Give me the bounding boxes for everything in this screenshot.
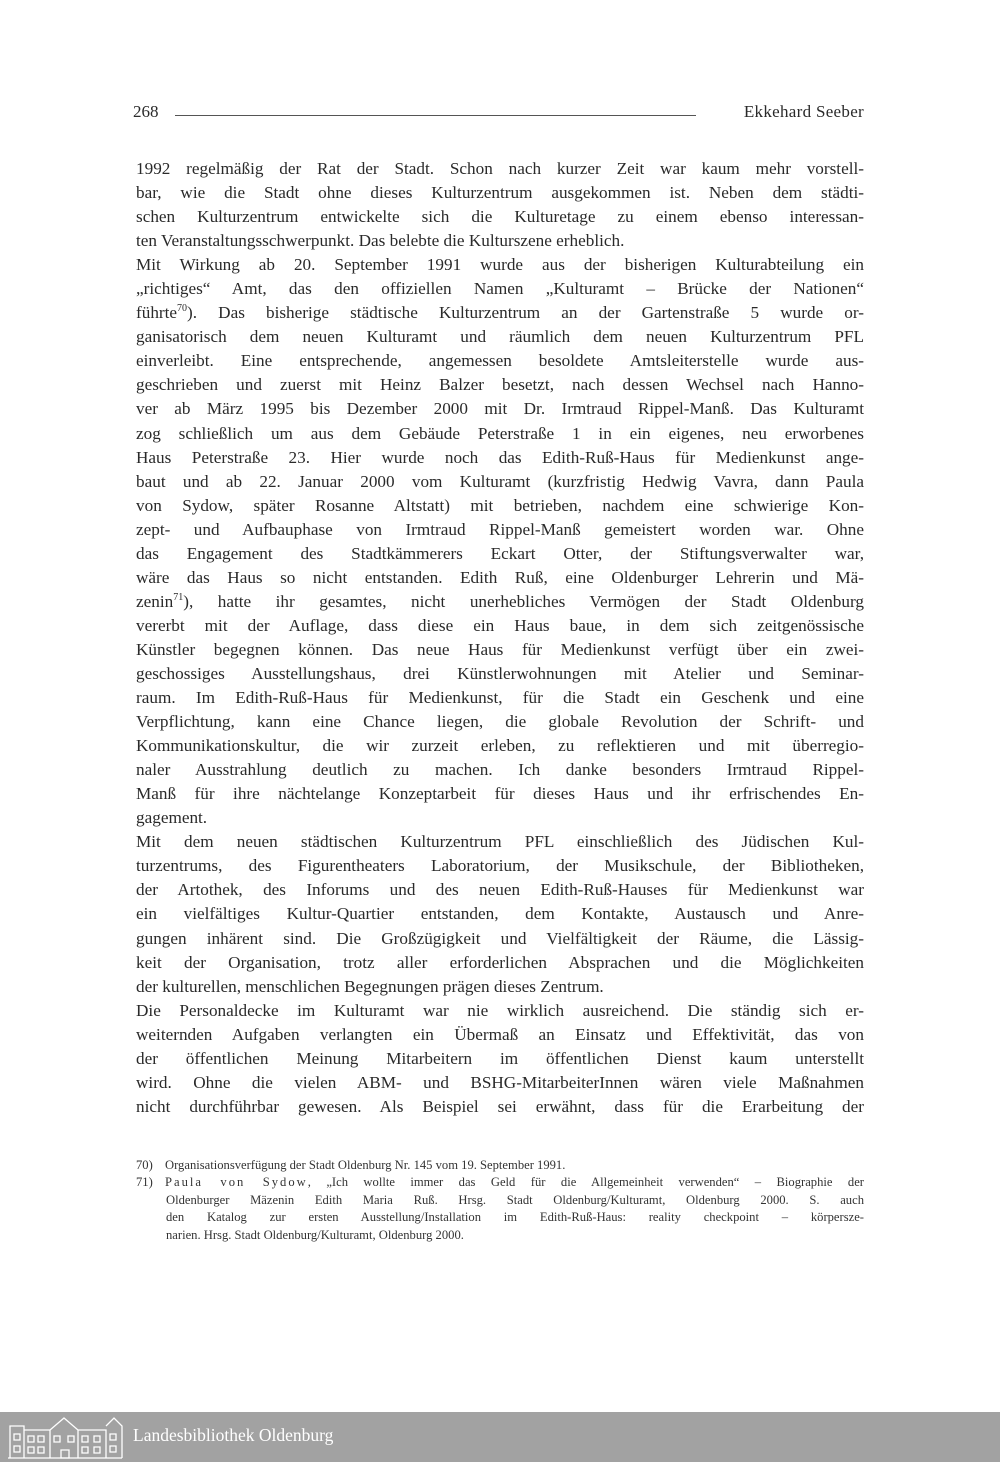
text-line xyxy=(136,373,864,397)
line-text: Manß für ihre nächtelange Konzeptarbeit für dieses Haus und ihr erfrischendes En- xyxy=(136,784,864,804)
line-text: geschossiges Ausstellungshaus, drei Künstlerwohnungen mit Atelier und Seminar- xyxy=(136,663,864,683)
line-text: ). Das bisherige städtische Kulturzentrum an der Gartenstraße 5 wurde or- xyxy=(187,303,864,323)
line-text: nicht durchführbar gewesen. Als Beispiel sei erwähnt, dass für die Erarbeitung der xyxy=(136,1096,864,1116)
text-line xyxy=(136,1095,864,1119)
line-text: gungen inhärent sind. Die Großzügigkeit und Vielfältigkeit der Räume, die Lässig- xyxy=(136,928,864,948)
line-text: Verpflichtung, kann eine Chance liegen, die globale Revolution der Schrift- und xyxy=(136,712,864,732)
running-header xyxy=(133,102,864,126)
footnote-70 xyxy=(136,1157,864,1174)
footnote-author: Paula von Sydow xyxy=(165,1175,308,1190)
text-line xyxy=(136,422,864,446)
line-text: ver ab März 1995 bis Dezember 2000 mit Dr. Irmtraud Rippel-Manß. Das Kulturamt xyxy=(136,399,864,419)
line-text: weiternden Aufgaben verlangten ein Übermaß an Einsatz und Effektivität, das von xyxy=(136,1024,864,1044)
line-text: bar, wie die Stadt ohne dieses Kulturzentrum ausgekommen ist. Neben dem städti- xyxy=(136,183,864,203)
text-line xyxy=(136,1023,864,1047)
text-line xyxy=(136,446,864,470)
text-line xyxy=(136,734,864,758)
line-text: der Artothek, des Inforums und des neuen Edith-Ruß-Hauses für Medienkunst war xyxy=(136,880,864,900)
text-line xyxy=(136,590,864,614)
footnote-text: Organisationsverfügung der Stadt Oldenburg Nr. 145 vom 19. September 1991. xyxy=(165,1158,566,1172)
line-text: baut und ab 22. Januar 2000 vom Kulturamt (kurzfristig Hedwig Vavra, dann Paula xyxy=(136,471,864,491)
line-text: gagement. xyxy=(136,808,208,828)
line-text: keit der Organisation, trotz aller erforderlichen Absprachen und die Möglichkeiten xyxy=(136,952,864,972)
line-text: Mit dem neuen städtischen Kulturzentrum PFL einschließlich des Jüdischen Kul- xyxy=(136,832,864,852)
text-line xyxy=(136,830,864,854)
text-line xyxy=(136,782,864,806)
text-line xyxy=(136,229,864,253)
text-line xyxy=(136,349,864,373)
line-text: Mit Wirkung ab 20. September 1991 wurde aus der bisherigen Kulturabteilung ein xyxy=(136,255,864,275)
header-rule xyxy=(175,115,696,116)
line-text: wird. Ohne die vielen ABM- und BSHG-MitarbeiterInnen wären viele Maßnahmen xyxy=(136,1072,864,1092)
footnote-line: Oldenburger Mäzenin Edith Maria Ruß. Hrsg. Stadt Oldenburg/Kulturamt, Oldenburg 2000. S. auch xyxy=(166,1192,864,1207)
footnote-number: 71) xyxy=(136,1175,153,1190)
library-building-logo xyxy=(6,1414,124,1460)
text-line xyxy=(136,927,864,951)
line-text: „richtiges“ Amt, das den offiziellen Namen „Kulturamt – Brücke der Nationen“ xyxy=(136,279,864,299)
library-footer-bar xyxy=(0,1412,1000,1462)
footnote-71 xyxy=(136,1174,864,1191)
page-number: 268 xyxy=(133,102,159,121)
line-text: raum. Im Edith-Ruß-Haus für Medienkunst, für die Stadt ein Geschenk und eine xyxy=(136,688,864,708)
text-line xyxy=(136,902,864,926)
text-line xyxy=(136,494,864,518)
line-text: zenin xyxy=(136,591,174,611)
line-text: schen Kulturzentrum entwickelte sich die Kulturetage zu einem ebenso interessan- xyxy=(136,207,864,227)
line-text: ganisatorisch dem neuen Kulturamt und räumlich dem neuen Kulturzentrum PFL xyxy=(136,327,864,347)
text-line xyxy=(136,1071,864,1095)
text-line xyxy=(136,854,864,878)
text-line xyxy=(136,614,864,638)
line-text: turzentrums, des Figurentheaters Laboratorium, der Musikschule, der Bibliotheken, xyxy=(136,856,864,876)
text-line xyxy=(136,542,864,566)
line-text: der öffentlichen Meinung Mitarbeitern im öffentlichen Dienst kaum unterstellt xyxy=(136,1048,864,1068)
line-text: geschrieben und zuerst mit Heinz Balzer besetzt, nach dessen Wechsel nach Hanno- xyxy=(136,375,864,395)
text-line xyxy=(136,878,864,902)
line-text: Haus Peterstraße 23. Hier wurde noch das Edith-Ruß-Haus für Medienkunst ange- xyxy=(136,447,864,467)
text-line xyxy=(136,253,864,277)
footnote-reference: 71 xyxy=(173,591,184,603)
line-text: Kommunikationskultur, die wir zurzeit erleben, zu reflektieren und mit überregio- xyxy=(136,736,864,756)
footnote-reference: 70 xyxy=(177,303,188,315)
line-text: 1992 regelmäßig der Rat der Stadt. Schon nach kurzer Zeit war kaum mehr vorstell- xyxy=(136,159,864,178)
line-text: naler Ausstrahlung deutlich zu machen. Ich danke besonders Irmtraud Rippel- xyxy=(136,760,864,780)
footnotes xyxy=(136,1157,864,1244)
text-line xyxy=(136,277,864,301)
body-text xyxy=(136,157,864,1119)
line-text: das Engagement des Stadtkämmerers Eckart Otter, der Stiftungsverwalter war, xyxy=(136,543,864,563)
text-line xyxy=(136,566,864,590)
line-text: zept- und Aufbauphase von Irmtraud Rippel-Manß gemeistert worden war. Ohne xyxy=(136,519,864,539)
line-text: ten Veranstaltungsschwerpunkt. Das belebte die Kulturszene erheblich. xyxy=(136,231,625,251)
text-line xyxy=(136,806,864,830)
line-text: ), hatte ihr gesamtes, nicht unerhebliches Vermögen der Stadt Oldenburg xyxy=(183,591,864,611)
text-line xyxy=(136,181,864,205)
line-text: zog schließlich um aus dem Gebäude Peterstraße 1 in ein eigenes, neu erworbenes xyxy=(136,423,864,443)
line-text: Künstler begegnen können. Das neue Haus für Medienkunst verfügt über ein zwei- xyxy=(136,639,864,659)
line-text: der kulturellen, menschlichen Begegnungen prägen dieses Zentrum. xyxy=(136,976,604,996)
text-line xyxy=(136,397,864,421)
text-line xyxy=(136,638,864,662)
text-line xyxy=(136,205,864,229)
footnote-text: , „Ich wollte immer das Geld für die Allgemeinheit verwenden“ – Biographie der xyxy=(307,1175,865,1190)
line-text: Die Personaldecke im Kulturamt war nie wirklich ausreichend. Die ständig sich er- xyxy=(136,1000,864,1020)
text-line xyxy=(136,758,864,782)
text-line xyxy=(136,157,864,181)
library-name: Landesbibliothek Oldenburg xyxy=(133,1425,334,1445)
footnote-line: narien. Hrsg. Stadt Oldenburg/Kulturamt, Oldenburg 2000. xyxy=(166,1227,464,1242)
text-line xyxy=(136,518,864,542)
line-text: wäre das Haus so nicht entstanden. Edith Ruß, eine Oldenburger Lehrerin und Mä- xyxy=(136,567,864,587)
text-line xyxy=(136,686,864,710)
text-line xyxy=(136,470,864,494)
text-line xyxy=(136,325,864,349)
text-line xyxy=(136,301,864,325)
text-line xyxy=(136,710,864,734)
footnote-number: 70) xyxy=(136,1158,153,1172)
running-head-author: Ekkehard Seeber xyxy=(743,102,864,121)
line-text: ein vielfältiges Kultur-Quartier entstanden, dem Kontakte, Austausch und Anre- xyxy=(136,904,864,924)
footnote-line: den Katalog zur ersten Ausstellung/Installation im Edith-Ruß-Haus: reality checkpoint – körpersze- xyxy=(166,1210,864,1225)
line-text: vererbt mit der Auflage, dass diese ein Haus baue, in dem sich zeitgenössische xyxy=(136,615,864,635)
text-line xyxy=(136,1047,864,1071)
line-text: einverleibt. Eine entsprechende, angemessen besoldete Amtsleiterstelle wurde aus- xyxy=(136,351,864,371)
text-line xyxy=(136,662,864,686)
line-text: führte xyxy=(136,303,178,323)
text-line xyxy=(136,975,864,999)
text-line xyxy=(136,951,864,975)
text-line xyxy=(136,999,864,1023)
line-text: von Sydow, später Rosanne Altstatt) mit betrieben, nachdem eine schwierige Kon- xyxy=(136,495,864,515)
